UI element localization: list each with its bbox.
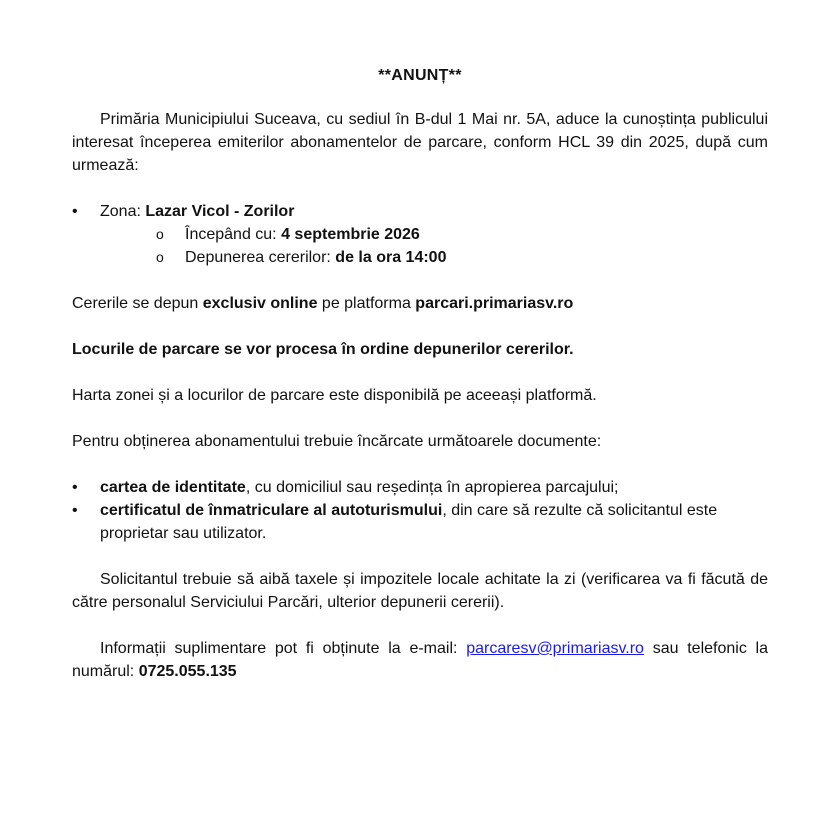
bullet-icon: • xyxy=(72,479,78,496)
email-link[interactable]: parcaresv@primariasv.ro xyxy=(466,640,644,657)
online-middle: pe platforma xyxy=(317,295,416,312)
zone-detail-item xyxy=(156,246,768,269)
bullet-icon: • xyxy=(72,203,78,220)
online-paragraph xyxy=(72,292,768,315)
zone-value: Lazar Vicol - Zorilor xyxy=(145,203,295,220)
zone-detail-label: Depunerea cererilor: xyxy=(185,249,336,266)
zone-detail-value: 4 septembrie 2026 xyxy=(281,226,420,243)
order-notice xyxy=(72,338,768,361)
document-detail: , din care să rezulte că solicitantul este proprietar sau utilizator. xyxy=(100,502,718,542)
document-item xyxy=(72,499,768,545)
zone-details-list xyxy=(100,223,768,269)
zone-detail-label: Începând cu: xyxy=(185,226,282,243)
zone-list xyxy=(72,200,768,269)
document-name: cartea de identitate xyxy=(100,479,246,496)
map-notice: Harta zonei și a locurilor de parcare este disponibilă pe aceeași platformă. xyxy=(72,387,597,404)
zone-detail-item xyxy=(156,223,768,246)
platform-name: parcari.primariasv.ro xyxy=(415,295,574,312)
contact-middle: sau telefonic la numărul: xyxy=(72,640,768,680)
taxes-notice: Solicitantul trebuie să aibă taxele și impozitele locale achitate la zi (verificarea va fi făcută de către personalul Serviciului Parcări, ulterior depunerii cererii). xyxy=(72,571,768,611)
order-notice-text: Locurile de parcare se vor procesa în ordine depunerilor cererilor. xyxy=(72,341,574,358)
online-emphasis: exclusiv online xyxy=(202,295,318,312)
contact-prefix: Informații suplimentare pot fi obținute la e-mail: xyxy=(100,640,467,657)
intro-paragraph: Primăria Municipiului Suceava, cu sediul în B-dul 1 Mai nr. 5A, aduce la cunoștința publicului interesat începerea emiterilor abonamentelor de parcare, conform HCL 39 din 2025, după cum urmează: xyxy=(72,111,768,174)
zone-item xyxy=(72,200,768,269)
page-title: **ANUNȚ** xyxy=(378,67,462,84)
documents-intro: Pentru obținerea abonamentului trebuie încărcate următoarele documente: xyxy=(72,433,602,450)
zone-label: Zona: xyxy=(100,203,146,220)
zone-detail-value: de la ora 14:00 xyxy=(335,249,447,266)
document-name: certificatul de înmatriculare al autoturismului xyxy=(100,502,443,519)
circle-bullet-icon: o xyxy=(156,249,164,265)
contact-paragraph xyxy=(72,637,768,683)
documents-list xyxy=(72,476,768,545)
document-detail: , cu domiciliul sau reședința în apropierea parcajului; xyxy=(245,479,619,496)
document-item xyxy=(72,476,768,499)
circle-bullet-icon: o xyxy=(156,226,164,242)
online-prefix: Cererile se depun xyxy=(72,295,203,312)
bullet-icon: • xyxy=(72,502,78,519)
phone-number: 0725.055.135 xyxy=(138,663,237,680)
